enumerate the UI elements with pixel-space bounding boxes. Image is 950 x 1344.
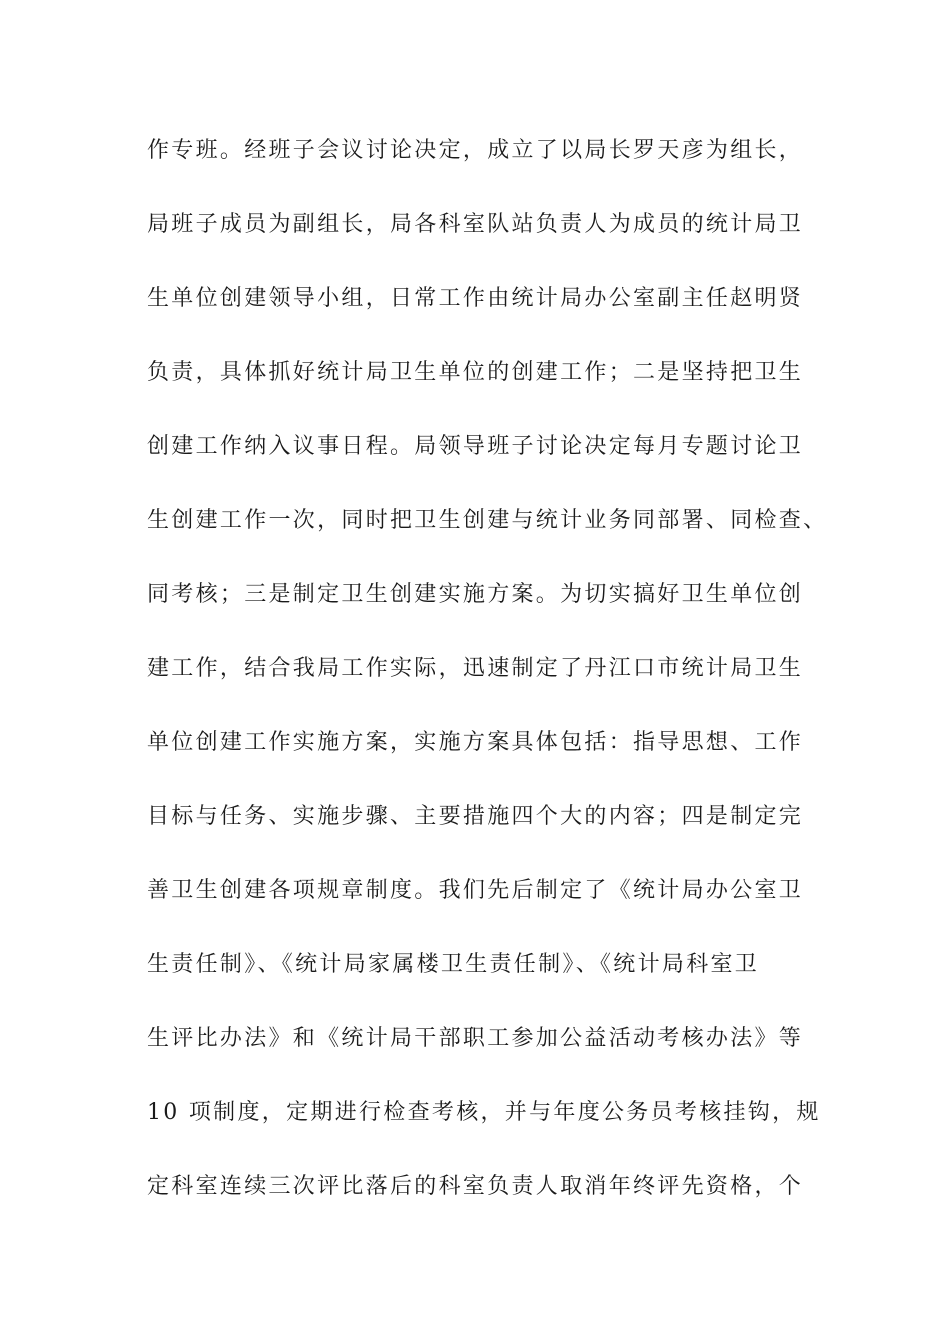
body-text bbox=[147, 128, 827, 1238]
text-line: 定科室连续三次评比落后的科室负责人取消年终评先资格，个 bbox=[147, 1174, 804, 1199]
text-line: 单位创建工作实施方案，实施方案具体包括：指导思想、工作 bbox=[147, 730, 804, 755]
text-line: 10 项制度，定期进行检查考核，并与年度公务员考核挂钩，规 bbox=[147, 1100, 821, 1125]
text-line: 生责任制》、《统计局家属楼卫生责任制》、《统计局科室卫 bbox=[147, 952, 760, 977]
text-line: 目标与任务、实施步骤、主要措施四个大的内容；四是制定完 bbox=[147, 804, 804, 829]
text-line: 生创建工作一次，同时把卫生创建与统计业务同部署、同检查、 bbox=[147, 508, 828, 533]
text-line: 负责，具体抓好统计局卫生单位的创建工作；二是坚持把卫生 bbox=[147, 360, 804, 385]
text-line: 建工作，结合我局工作实际，迅速制定了丹江口市统计局卫生 bbox=[147, 656, 804, 681]
text-line: 作专班。经班子会议讨论决定，成立了以局长罗天彦为组长， bbox=[147, 138, 804, 163]
text-line: 生评比办法》和《统计局干部职工参加公益活动考核办法》等 bbox=[147, 1026, 804, 1051]
text-line: 善卫生创建各项规章制度。我们先后制定了《统计局办公室卫 bbox=[147, 878, 804, 903]
text-line: 生单位创建领导小组，日常工作由统计局办公室副主任赵明贤 bbox=[147, 286, 804, 311]
text-line: 局班子成员为副组长，局各科室队站负责人为成员的统计局卫 bbox=[147, 212, 804, 237]
text-line: 创建工作纳入议事日程。局领导班子讨论决定每月专题讨论卫 bbox=[147, 434, 804, 459]
text-line: 同考核；三是制定卫生创建实施方案。为切实搞好卫生单位创 bbox=[147, 582, 804, 607]
